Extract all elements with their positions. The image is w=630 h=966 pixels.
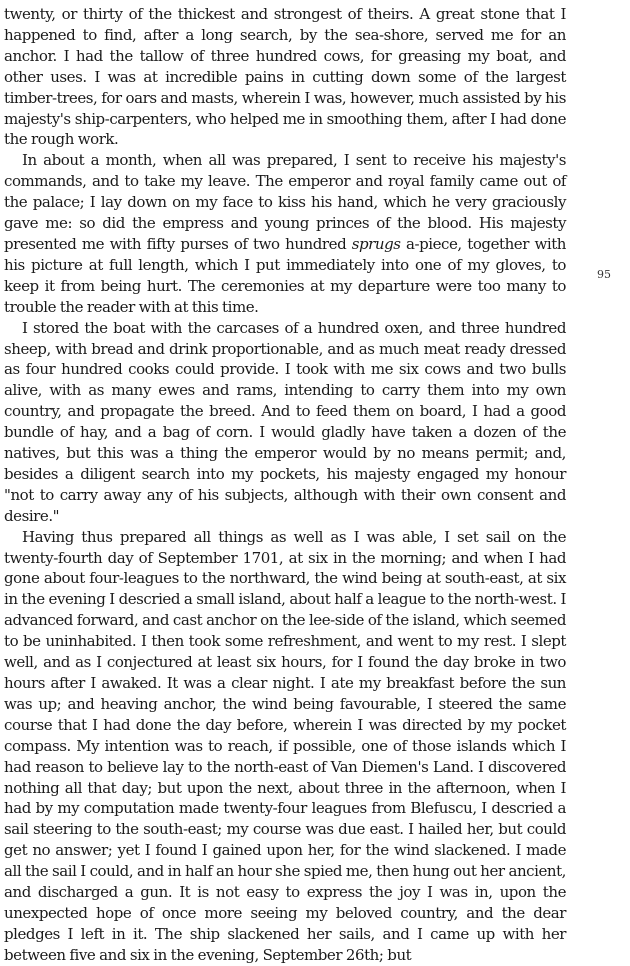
paragraph-text-segment: a-piece, together with his picture at full length, which I put immediately into one of my gloves, to keep it from being hurt. The ceremonies at my departure were too many to trouble the reader with at this time. <box>4 234 566 316</box>
paragraph-continued: twenty, or thirty of the thickest and strongest of theirs. A great stone that I happened to find, after a long search, by the sea-shore, served me for an anchor. I had the tallow of three hundred cows, for greasing my boat, and other uses. I was at incredible pains in cutting down some of the largest timber-trees, for oars and masts, wherein I was, however, much assisted by his majesty's ship-carpenters, who helped me in smoothing them, after I had done the rough work. <box>4 5 566 149</box>
paragraph-text-segment: In about a month, when all was prepared, I sent to receive his majesty's commands, and to take my leave. The emperor and royal family came out of the palace; I lay down on my face to kiss his hand, which he very graciously gave me: so did the empress and young princes of the blood. His majesty presented me with fifty purses of two hundred <box>4 151 566 253</box>
italic-word: sprugs <box>351 234 401 253</box>
text-column <box>4 4 566 966</box>
margin-page-number: 95 <box>597 268 611 281</box>
paragraph-voyage: Having thus prepared all things as well as I was able, I set sail on the twenty-fourth day of September 1701, at six in the morning; and when I had gone about four-leagues to the northward, the wind being at south-east, at six in the evening I descried a small island, about half a league to the north-west. I advanced forward, and cast anchor on the lee-side of the island, which seemed to be uninhabited. I then took some refreshment, and went to my rest. I slept well, and as I conjectured at least six hours, for I found the day broke in two hours after I awaked. It was a clear night. I ate my breakfast before the sun was up; and heaving anchor, the wind being favourable, I steered the same course that I had done the day before, wherein I was directed by my pocket compass. My intention was to reach, if possible, one of those islands which I had reason to believe lay to the north-east of Van Diemen's Land. I discovered nothing all that day; but upon the next, about three in the afternoon, when I had by my computation made twenty-four leagues from Blefuscu, I descried a sail steering to the south-east; my course was due east. I hailed her, but could get no answer; yet I found I gained upon her, for the wind slackened. I made all the sail I could, and in half an hour she spied me, then hung out her ancient, and discharged a gun. It is not easy to express the joy I was in, upon the unexpected hope of once more seeing my beloved country, and the dear pledges I left in it. The ship slackened her sails, and I came up with her between five and six in the evening, September 26th; but <box>4 527 566 964</box>
paragraph-departure-preparations <box>4 150 566 317</box>
paragraph-provisions: I stored the boat with the carcases of a hundred oxen, and three hundred sheep, with bread and drink proportionable, and as much meat ready dressed as four hundred cooks could provide. I took with me six cows and two bulls alive, with as many ewes and rams, intending to carry them into my own country, and propagate the breed. And to feed them on board, I had a good bundle of hay, and a bag of corn. I would gladly have taken a dozen of the natives, but this was a thing the emperor would by no means permit; and, besides a diligent search into my pockets, his majesty engaged my honour "not to carry away any of his subjects, although with their own consent and desire." <box>4 318 566 525</box>
